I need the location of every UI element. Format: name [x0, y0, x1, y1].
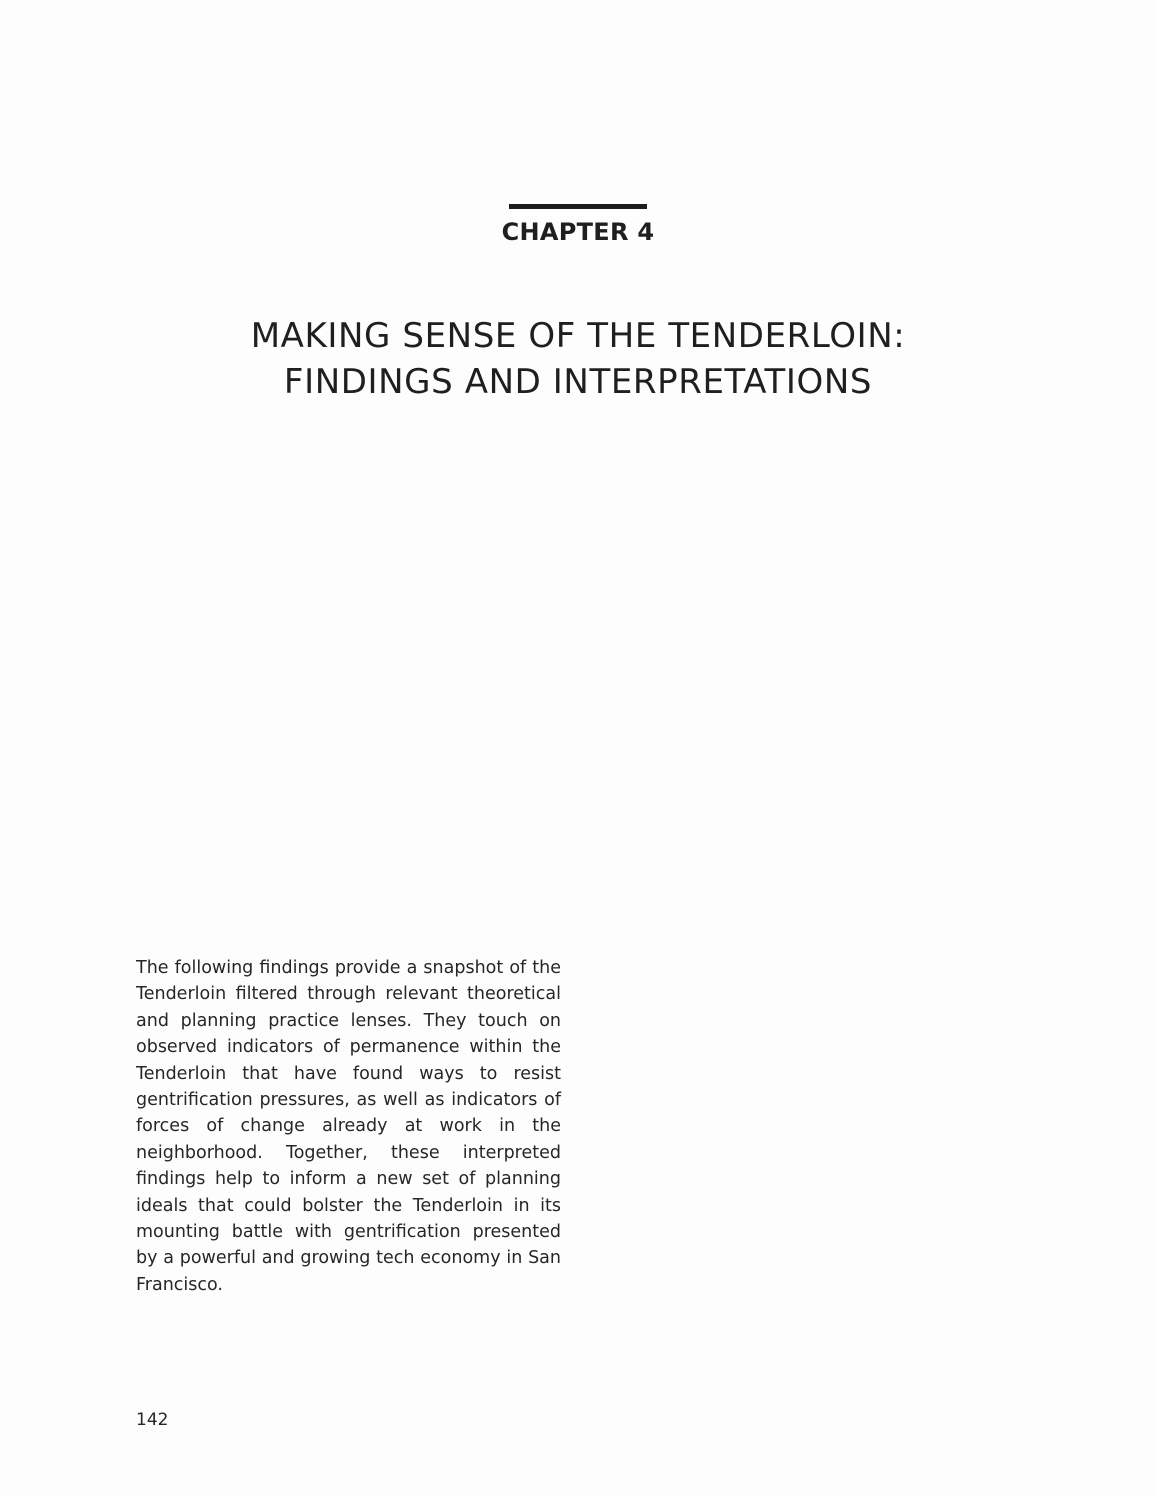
chapter-title	[150, 313, 1006, 405]
chapter-title-line-2: FINDINGS AND INTERPRETATIONS	[283, 362, 873, 402]
chapter-rule-divider	[509, 204, 647, 209]
intro-paragraph: The following findings provide a snapshot of the Tenderloin filtered through relevant theoretical and planning practice lenses. They touch on observed indicators of permanence within the Tenderloin that have found ways to resist gentrification pressures, as well as indicators of forces of change already at work in the neighborhood. Together, these interpreted findings help to inform a new set of planning ideals that could bolster the Tenderloin in its mounting battle with gentrification presented by a powerful and growing tech economy in San Francisco.	[136, 958, 561, 1295]
chapter-label: CHAPTER 4	[501, 218, 655, 246]
page-number: 142	[136, 1410, 169, 1430]
chapter-title-line-1: MAKING SENSE OF THE TENDERLOIN:	[250, 316, 906, 356]
